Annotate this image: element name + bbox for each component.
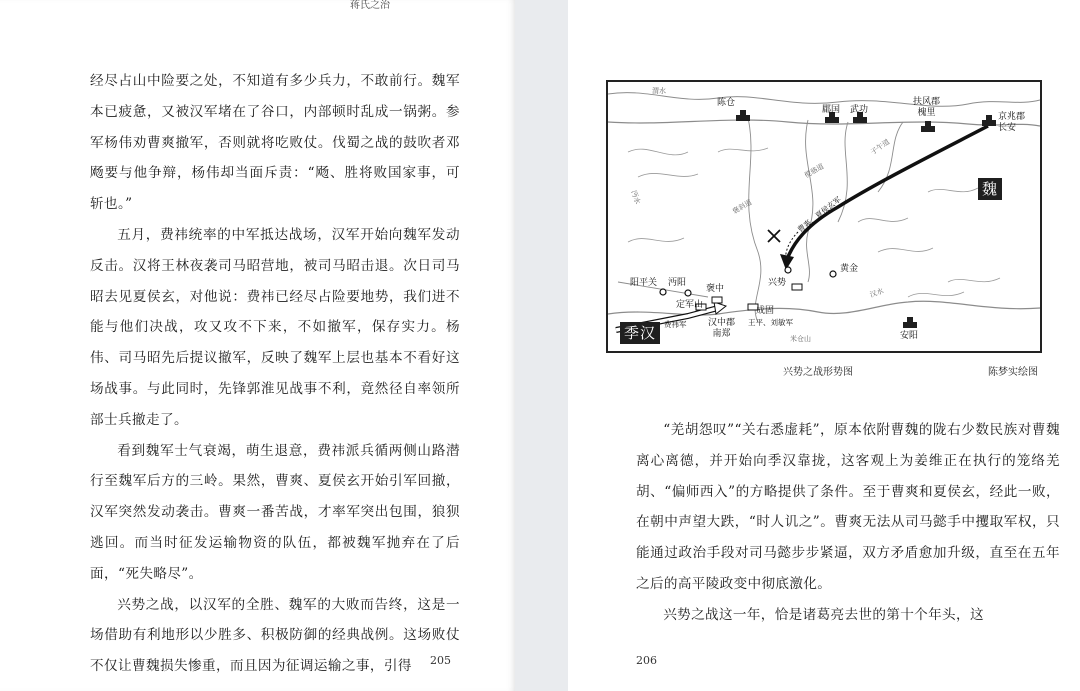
paragraph: “羌胡怨叹”“关右悉虚耗”，原本依附曹魏的陇右少数民族对曹魏离心离德，并开始向季汉靠拢，这客观上为姜维正在执行的笼络羌胡、“偏师西入”的方略提供了条件。至于曹爽和夏侯玄，经此一败，在朝中声望大跌，“时人讥之”。曹爽无法从司马懿手中攫取军权，只能通过政治手段对司马懿步步紧逼，双方矛盾愈加升级，直至在五年之后的高平陵政变中彻底激化。 — [636, 422, 1060, 592]
terrain-label: 褒斜道 — [731, 198, 754, 216]
jihan-badge: 季汉 — [620, 322, 660, 344]
place-label: 郿国 — [822, 105, 841, 115]
right-text-block — [636, 415, 1060, 631]
map-terrain — [608, 82, 1040, 351]
right-page — [568, 0, 1080, 691]
paragraph: 五月，费祎统率的中军抵达战场，汉军开始向魏军发动反击。汉将王林夜袭司马昭营地，被司马昭击退。次日司马昭去见夏侯玄，对他说：费祎已经尽占险要地势，我们进不能与他们决战，攻又攻不下来，不如撤军，保存实力。杨伟、司马昭先后提议撤军，反映了魏军上层也基本不看好这场战事。与此同时，先锋郭淮见战事不利，竟然径自率领所部士兵撤走了。 — [90, 226, 460, 428]
paragraph: 看到魏军士气衰竭，萌生退意，费祎派兵循两侧山路潜行至魏军后方的三岭。果然，曹爽、夏侯玄开始引军回撤，汉军突然发动袭击。曹爽一番苦战，才率军突出包围，狼狈逃回。而当时征发运输物资的队伍，都被魏军抛弃在了后面，“死失略尽”。 — [90, 442, 460, 582]
place-label: 南郑 — [712, 329, 731, 339]
map-credit: 陈梦实绘图 — [988, 367, 1038, 378]
terrain-label: 子午道 — [869, 137, 892, 157]
place-label: 武功 — [850, 105, 869, 115]
place-label — [998, 112, 1025, 134]
place-label: 汉中郡 — [708, 318, 736, 328]
page-number: 205 — [430, 654, 451, 667]
battle-map — [606, 80, 1042, 353]
place-label: 黄金 — [840, 264, 859, 274]
place-label: 阳平关 — [630, 278, 658, 288]
place-label — [708, 318, 735, 340]
army-label: 费祎军 — [664, 320, 687, 329]
place-label: 扶风郡 — [913, 97, 941, 107]
army-label: 王平、刘敏军 — [748, 318, 793, 327]
terrain-label: 傥骆道 — [803, 162, 826, 180]
place-label: 成固 — [756, 306, 775, 316]
terrain-label: 沔水 — [629, 189, 642, 206]
left-text-block — [90, 66, 460, 682]
terrain-label: 米仓山 — [790, 335, 811, 343]
place-label: 安阳 — [900, 331, 919, 341]
terrain-label: 汉水 — [868, 286, 885, 300]
page-number: 206 — [636, 654, 657, 667]
army-label: 曹爽、夏侯玄军 — [795, 194, 843, 235]
running-head: 蒋氏之治 — [350, 0, 390, 11]
place-label: 沔阳 — [668, 278, 687, 288]
paragraph: 经尽占山中险要之处，不知道有多少兵力，不敢前行。魏军本已疲惫，又被汉军堵在了谷口，内部顿时乱成一锅粥。参军杨伟劝曹爽撤军，否则就将吃败仗。伐蜀之战的鼓吹者邓飏要与他争辩，杨伟却当面斥责：“飏、胜将败国家事，可斩也。” — [90, 73, 460, 213]
left-page — [0, 0, 515, 691]
place-label — [913, 97, 940, 119]
place-label: 陈仓 — [717, 98, 736, 108]
battle-icon — [768, 230, 780, 242]
map-caption: 兴势之战形势图 — [783, 367, 853, 378]
place-label: 槐里 — [917, 108, 936, 118]
wei-badge: 魏 — [978, 178, 1002, 200]
paragraph: 兴势之战，以汉军的全胜、魏军的大败而告终，这是一场借助有利地形以少胜多、积极防御的经典战例。这场败仗不仅让曹魏损失惨重，而且因为征调运输之事，引得 — [90, 596, 460, 675]
place-label: 定军山 — [676, 300, 704, 310]
terrain-label: 渭水 — [652, 87, 666, 95]
place-label: 兴势 — [768, 278, 787, 288]
place-label: 长安 — [998, 123, 1017, 133]
place-label: 京兆郡 — [998, 112, 1026, 122]
paragraph: 兴势之战这一年，恰是诸葛亮去世的第十个年头，这 — [663, 606, 984, 623]
place-label: 褒中 — [706, 284, 725, 294]
